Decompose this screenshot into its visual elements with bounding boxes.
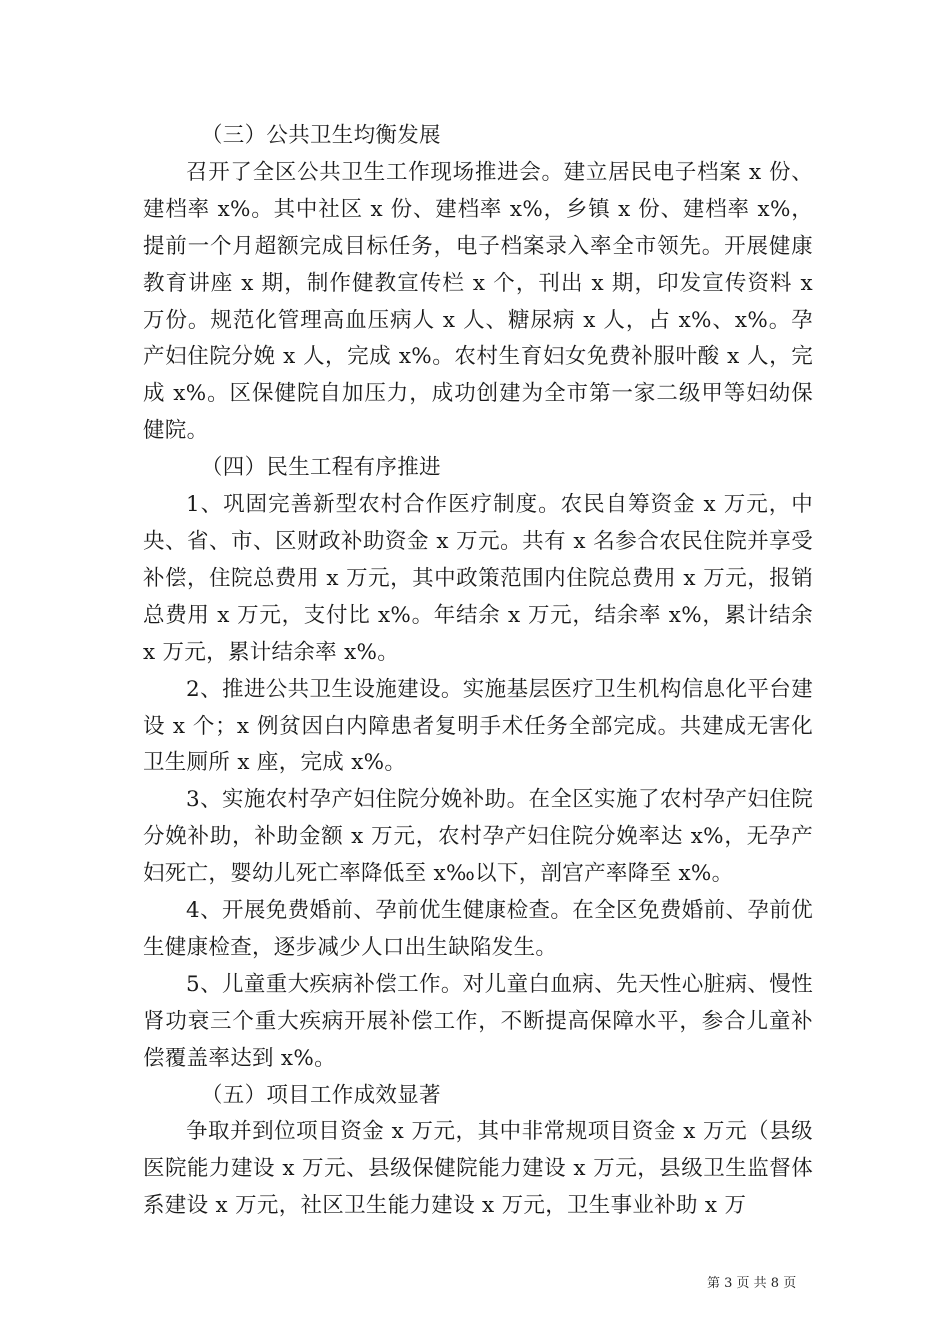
section-heading-5: （五）项目工作成效显著 xyxy=(201,1082,441,1108)
paragraph-public-health: 召开了全区公共卫生工作现场推进会。建立居民电子档案 x 份、建档率 x%。其中社区 x 份、建档率 x%，乡镇 x 份、建档率 x%，提前一个月超额完成目标任务，电子档案录入率全市领先。开展健康教育讲座 x 期，制作健教宣传栏 x 个，刊出 x 期，印发宣传资料 x 万份。规范化管理高血压病人 x 人、糖尿病 x 人，占 x%、x%。孕产妇住院分娩 x 人，完成 x%。农村生育妇女免费补服叶酸 x 人，完成 x%。区保健院自加压力，成功创建为全市第一家二级甲等妇幼保健院。 xyxy=(143,159,813,444)
paragraph-item-1: 1、巩固完善新型农村合作医疗制度。农民自筹资金 x 万元，中央、省、市、区财政补助资金 x 万元。共有 x 名参合农民住院并享受补偿，住院总费用 x 万元，其中政策范围内住院总费用 x 万元，报销总费用 x 万元，支付比 x%。年结余 x 万元，结余率 x%，累计结余 x 万元，累计结余率 x%。 xyxy=(143,492,813,665)
section-heading-4: （四）民生工程有序推进 xyxy=(201,455,441,481)
page-number: 第 3 页 共 8 页 xyxy=(707,1276,797,1291)
paragraph-item-4: 4、开展免费婚前、孕前优生健康检查。在全区免费婚前、孕前优生健康检查，逐步减少人口出生缺陷发生。 xyxy=(143,898,813,960)
section-heading-3: （三）公共卫生均衡发展 xyxy=(201,123,441,148)
paragraph-item-2: 2、推进公共卫生设施建设。实施基层医疗卫生机构信息化平台建设 x 个；x 例贫因白内障患者复明手术任务全部完成。共建成无害化卫生厕所 x 座，完成 x%。 xyxy=(143,676,813,776)
paragraph-item-5: 5、儿童重大疾病补偿工作。对儿童白血病、先天性心脏病、慢性肾功衰三个重大疾病开展补偿工作，不断提高保障水平，参合儿童补偿覆盖率达到 x%。 xyxy=(143,971,813,1071)
paragraph-item-3: 3、实施农村孕产妇住院分娩补助。在全区实施了农村孕产妇住院分娩补助，补助金额 x 万元，农村孕产妇住院分娩率达 x%，无孕产妇死亡，婴幼儿死亡率降低至 x‰以下，剖宫产率降至 x%。 xyxy=(143,787,813,887)
paragraph-projects: 争取并到位项目资金 x 万元，其中非常规项目资金 x 万元（县级医院能力建设 x 万元、县级保健院能力建设 x 万元，县级卫生监督体系建设 x 万元，社区卫生能力建设 x 万元，卫生事业补助 x 万 xyxy=(143,1119,813,1219)
document-body xyxy=(143,118,813,1225)
